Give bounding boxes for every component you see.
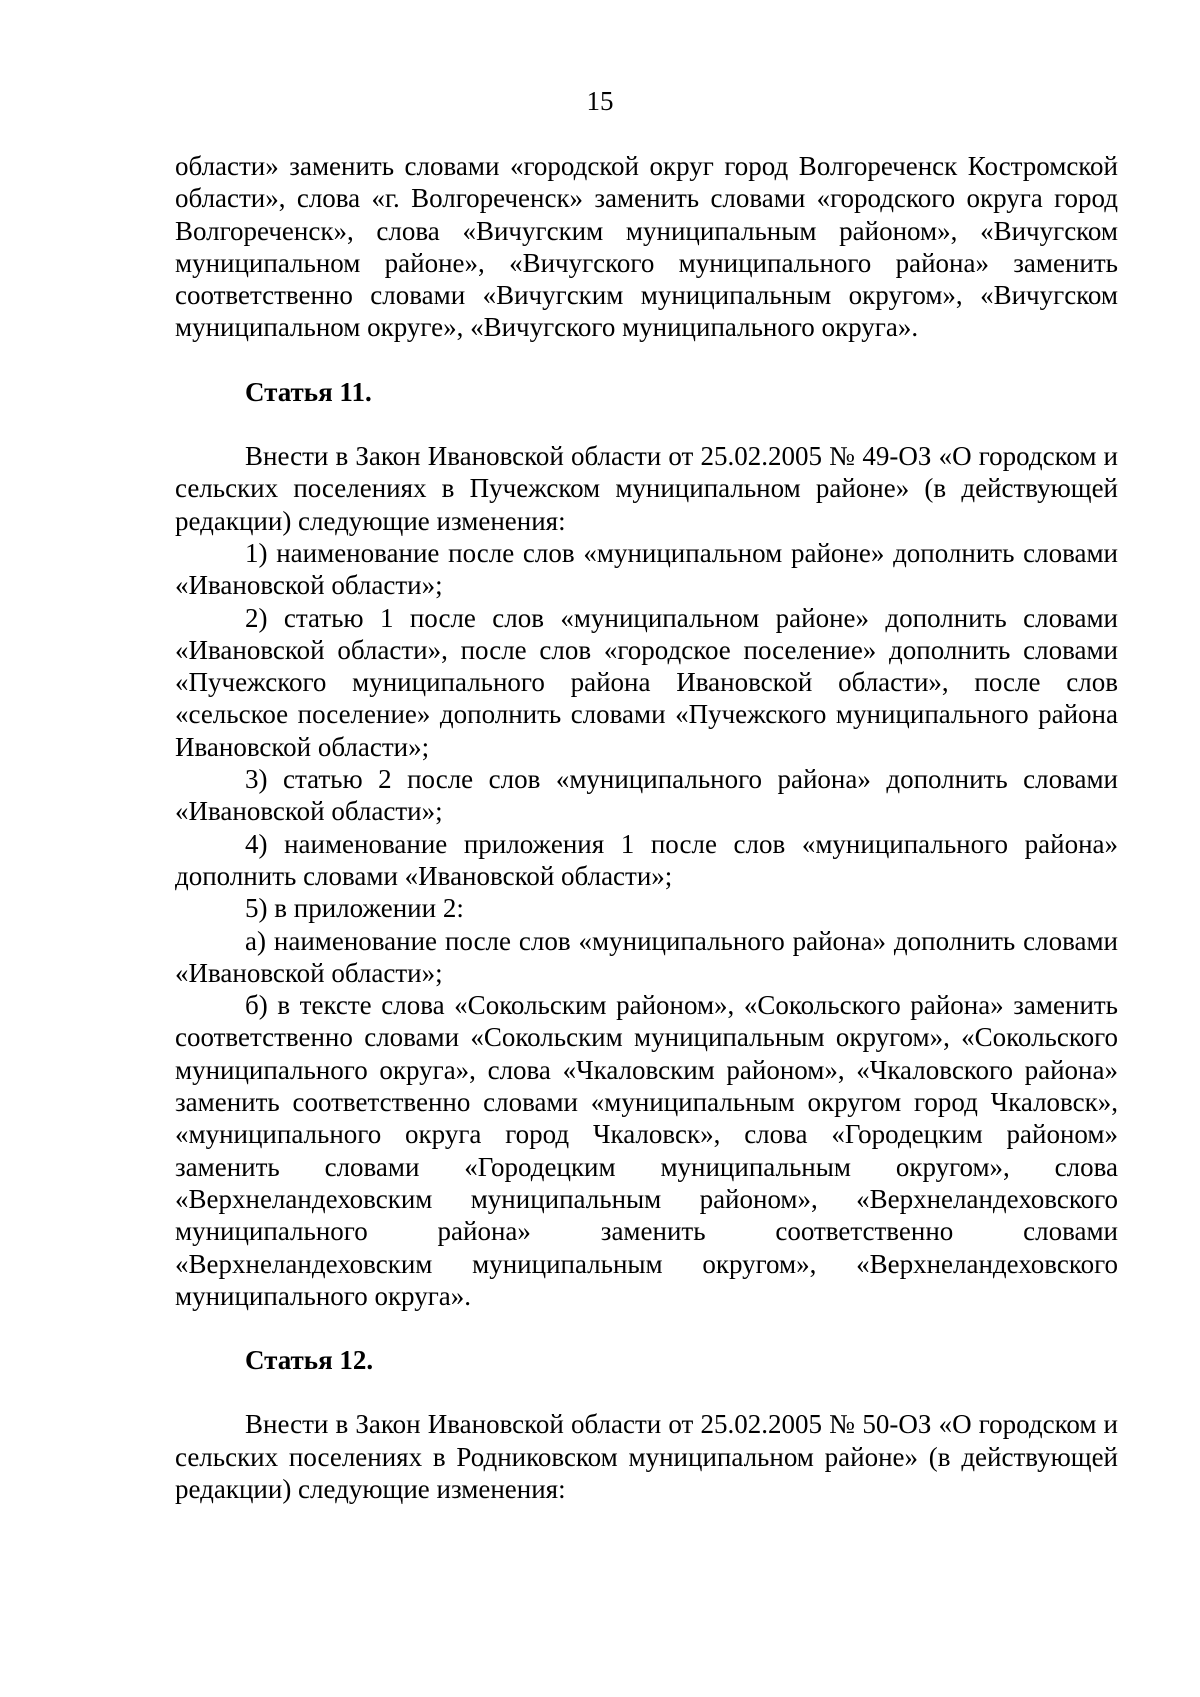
intro-paragraph: области» заменить словами «городской округ город Волгореченск Костромской области», слова «г. Волгореченск» заменить словами «городского округа город Волгореченск», слова «Вичугским муниципальным районом», «Вичугском муниципальном районе», «Вичугского муниципального района» заменить соответственно словами «Вичугским муниципальным округом», «Вичугском муниципальном округе», «Вичугского муниципального округа». [175, 151, 1118, 343]
page-number: 15 [586, 86, 614, 116]
article-11-preamble: Внести в Закон Ивановской области от 25.02.2005 № 49-ОЗ «О городском и сельских поселениях в Пучежском муниципальном районе» (в действующей редакции) следующие изменения: [175, 441, 1118, 536]
article-11-heading: Статья 11. [245, 376, 372, 407]
article-11-item: б) в тексте слова «Сокольским районом», «Сокольского района» заменить соответственно словами «Сокольским муниципальным округом», «Сокольского муниципального округа», слова «Чкаловским районом», «Чкаловского района» заменить соответственно словами «муниципальным округом город Чкаловск», «муниципального округа город Чкаловск», слова «Городецким районом» заменить словами «Городецким муниципальным округом», слова «Верхнеландеховским муниципальным районом», «Верхнеландеховского муниципального района» заменить соответственно словами «Верхнеландеховским муниципальным округом», «Верхнеландеховского муниципального округа». [175, 990, 1118, 1311]
article-11-item: 5) в приложении 2: [245, 893, 464, 924]
article-11-item: 1) наименование после слов «муниципальном районе» дополнить словами «Ивановской области»; [175, 537, 1118, 601]
document-body [175, 150, 1118, 1505]
article-11-item: 4) наименование приложения 1 после слов «муниципального района» дополнить словами «Ивановской области»; [175, 828, 1118, 891]
article-12-preamble: Внести в Закон Ивановской области от 25.02.2005 № 50-ОЗ «О городском и сельских поселениях в Родниковском муниципальном районе» (в действующей редакции) следующие изменения: [175, 1409, 1118, 1504]
article-11-item: 3) статью 2 после слов «муниципального района» дополнить словами «Ивановской области»; [175, 764, 1118, 827]
article-11-item: а) наименование после слов «муниципального района» дополнить словами «Ивановской области»; [175, 925, 1118, 988]
article-12-heading: Статья 12. [245, 1345, 374, 1376]
article-11-item: 2) статью 1 после слов «муниципальном районе» дополнить словами «Ивановской области», после слов «городское поселение» дополнить словами «Пучежского муниципального района Ивановской области», после слов «сельское поселение» дополнить словами «Пучежского муниципального района Ивановской области»; [175, 602, 1118, 762]
